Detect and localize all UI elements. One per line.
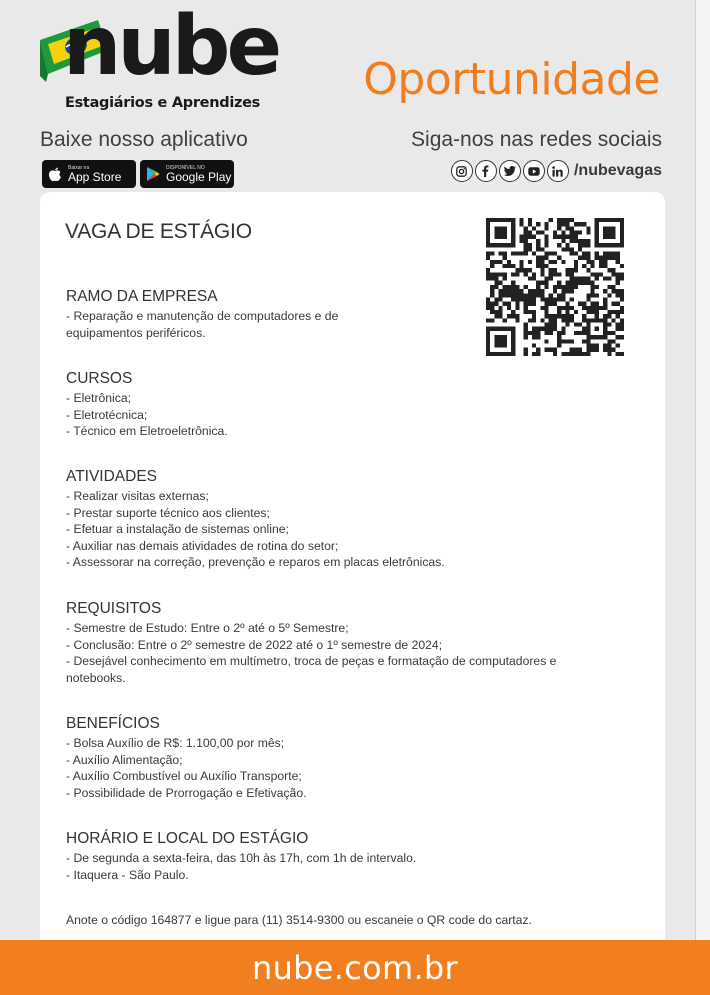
app-store-small-label: Baixar na [68,165,90,171]
list-item: - Reparação e manutenção de computadores e de [66,309,339,323]
section-horario-local [66,830,646,883]
section-atividades [66,468,646,571]
list-item: - Efetuar a instalação de sistemas online; [66,522,289,536]
section-heading: REQUISITOS [66,600,162,617]
section-heading: RAMO DA EMPRESA [66,288,218,305]
list-item: - Assessorar na correção, prevenção e reparos em placas eletrônicas. [66,555,445,569]
footer-bar [0,940,710,995]
section-heading: ATIVIDADES [66,468,158,485]
section-heading: HORÁRIO E LOCAL DO ESTÁGIO [66,830,309,847]
facebook-icon[interactable] [475,160,497,182]
section-ramo-empresa [66,288,646,341]
linkedin-icon[interactable] [547,160,569,182]
section-heading: BENEFÍCIOS [66,715,160,732]
instagram-icon[interactable] [451,160,473,182]
google-play-icon [140,166,166,182]
social-title: Siga-nos nas redes sociais [411,128,662,151]
nube-logo[interactable] [40,0,279,120]
website-link[interactable]: nube.com.br [251,948,459,987]
social-links [451,160,662,182]
headline: Oportunidade [363,54,660,105]
job-card [40,192,665,952]
list-item: - Itaquera - São Paulo. [66,867,189,882]
list-item: - Bolsa Auxílio de R$: 1.100,00 por mês; [66,736,285,750]
list-item: - Conclusão: Entre o 2º semestre de 2022 até o 1º semestre de 2024; [66,637,443,652]
google-play-label: Google Play [166,170,232,184]
list-item: - Prestar suporte técnico aos clientes; [66,505,270,520]
list-item: - Possibilidade de Prorrogação e Efetivação. [66,785,307,800]
list-item: - Técnico em Eletroeletrônica. [66,424,228,438]
list-item: - Auxiliar nas demais atividades de rotina do setor; [66,538,339,553]
list-item: - Eletrotécnica; [66,407,148,422]
list-item: equipamentos periféricos. [66,325,206,340]
google-play-button[interactable] [140,160,234,188]
section-cursos [66,370,646,440]
list-item: - Auxílio Alimentação; [66,752,183,767]
contact-footnote: Anote o código 164877 e ligue para (11) 3514-9300 ou escaneie o QR code do cartaz. [66,913,532,927]
list-item: - Eletrônica; [66,391,132,405]
page-edge [695,0,710,995]
social-handle[interactable]: /nubevagas [573,162,662,179]
youtube-icon[interactable] [523,160,545,182]
logo-wordmark: nube [63,0,279,94]
app-store-button[interactable] [42,160,136,188]
job-title: VAGA DE ESTÁGIO [65,220,252,243]
section-requisitos [66,600,646,686]
apple-icon [42,166,68,182]
list-item: - Realizar visitas externas; [66,489,209,503]
app-store-label: App Store [68,170,122,184]
app-download-title: Baixe nosso aplicativo [40,128,248,151]
list-item: notebooks. [66,670,126,685]
twitter-icon[interactable] [499,160,521,182]
list-item: - Semestre de Estudo: Entre o 2º até o 5º Semestre; [66,621,349,635]
list-item: - De segunda a sexta-feira, das 10h às 17h, com 1h de intervalo. [66,851,417,865]
logo-subtitle: Estagiários e Aprendizes [65,95,260,111]
google-play-small-label: DISPONÍVEL NO [166,165,205,171]
section-heading: CURSOS [66,370,133,387]
list-item: - Desejável conhecimento em multímetro, troca de peças e formatação de computadores e [66,654,557,668]
section-beneficios [66,715,646,801]
list-item: - Auxílio Combustível ou Auxílio Transporte; [66,769,302,783]
